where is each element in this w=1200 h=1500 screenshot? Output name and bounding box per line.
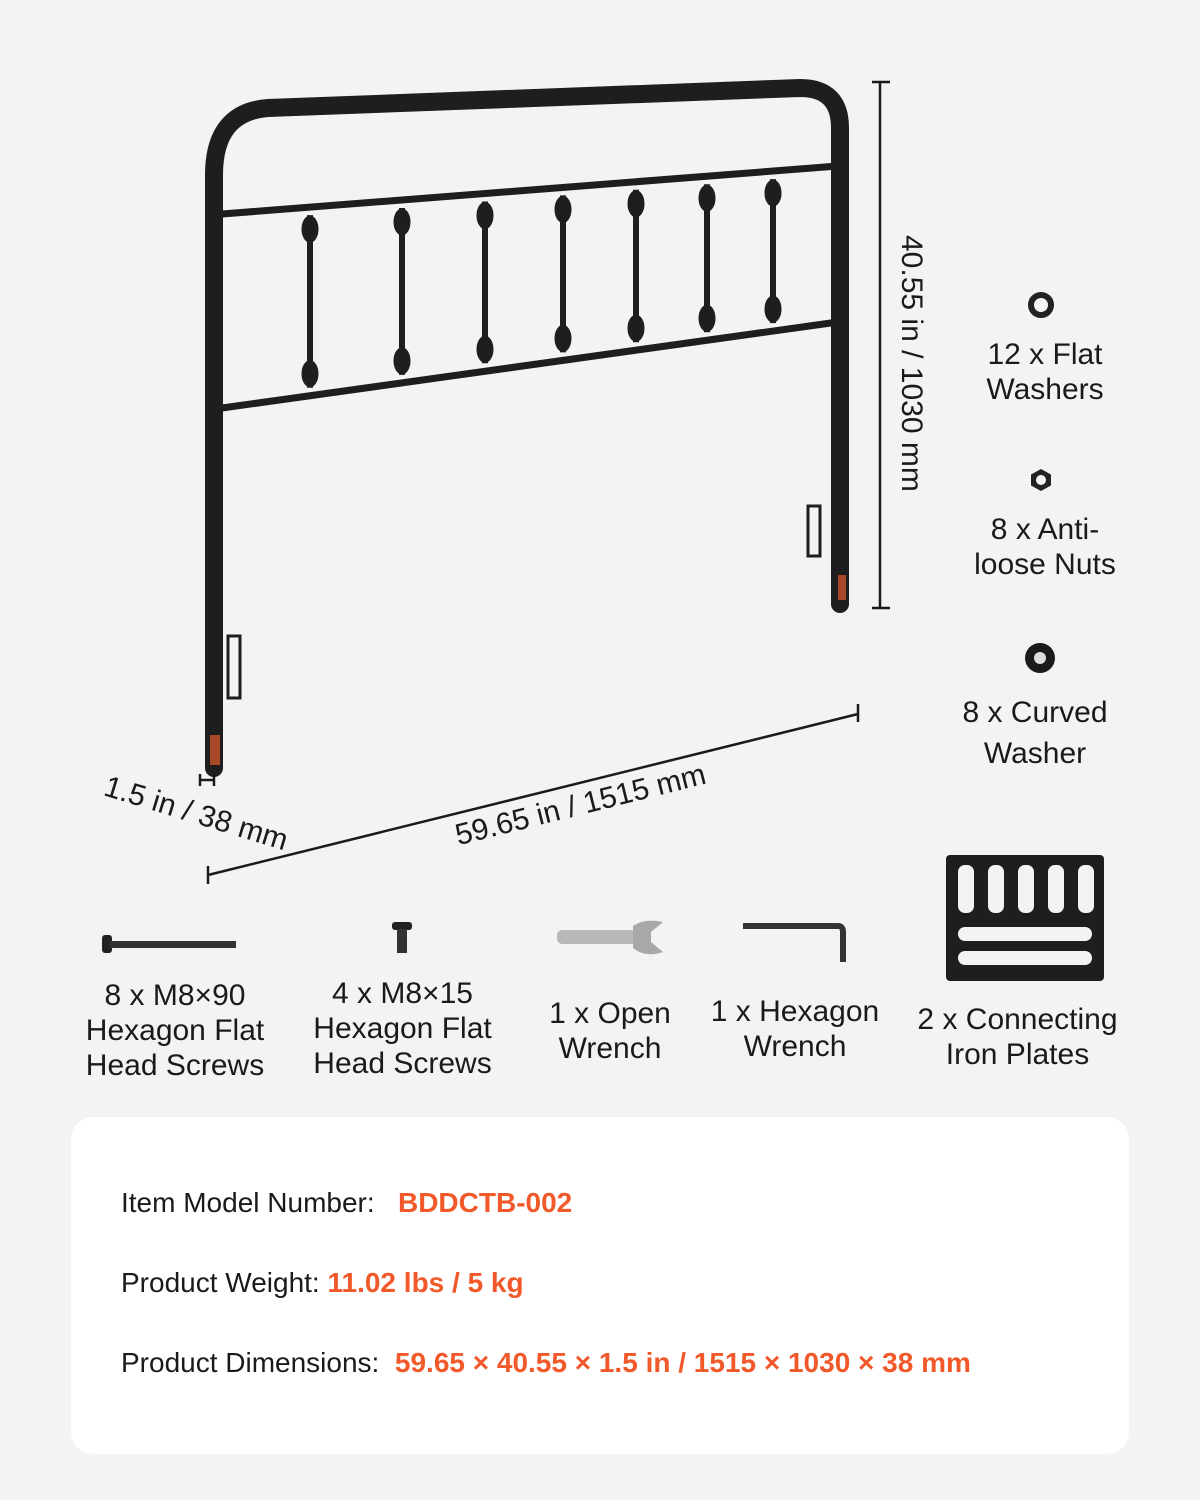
dimensions-row [121,1347,971,1379]
short-screw-icon [390,920,414,956]
spindle-finial [394,348,410,374]
model-number-label: Item Model Number: [121,1187,375,1218]
curved-washer-icon [1022,640,1058,676]
spindle-finial [699,185,715,211]
side-part-label: 8 x Anti- loose Nuts [974,513,1116,581]
side-part-label: 12 x Flat Washers [986,338,1104,406]
hardware-label: 1 x Hexagon Wrench [710,995,880,1063]
dimensions-value: 59.65 × 40.55 × 1.5 in / 1515 × 1030 × 38 mm [394,1347,971,1378]
spec-card [71,1117,1129,1454]
spindle-finial [555,196,571,222]
spindle-finial [765,296,781,322]
flat-washer-icon [1026,290,1056,320]
right-bracket [808,506,820,556]
spindle-finial [765,180,781,206]
model-number-row [121,1187,572,1219]
hex-wrench-icon [740,920,850,965]
hardware-label: 1 x Open Wrench [549,997,671,1065]
hardware-label: 2 x Connecting Iron Plates [917,1003,1118,1071]
spindle-finial [699,305,715,331]
height-dimension-label: 40.55 in / 1030 mm [895,235,928,492]
spindle-finial [302,216,318,242]
spindle-finial [628,315,644,341]
spindle-finial [477,336,493,362]
left-bracket [228,636,240,698]
brand-logo-left [210,735,220,765]
hardware-label: 8 x M8×90 Hexagon Flat Head Screws [85,979,265,1082]
depth-dimension-label: 1.5 in / 38 mm [100,770,292,858]
spindle-finial [628,191,644,217]
spindle-finial [302,361,318,387]
long-screw-icon [100,932,240,956]
width-dimension-line [208,714,858,875]
spindle-finial [555,325,571,351]
spindle-finial [394,209,410,235]
dimensions-label: Product Dimensions: [121,1347,380,1378]
iron-plate-icon [944,853,1106,983]
upper-rail [222,166,838,214]
hardware-label: 4 x M8×15 Hexagon Flat Head Screws [313,977,492,1080]
width-dimension-label: 59.65 in / 1515 mm [452,757,710,853]
spindle-finial [477,203,493,229]
brand-logo-right [838,575,846,600]
model-number-value: BDDCTB-002 [397,1187,573,1218]
open-wrench-icon [555,918,667,958]
nut-icon [1028,467,1054,493]
weight-row [121,1267,524,1299]
side-part-label: 8 x Curved Washer [962,696,1108,770]
weight-label: Product Weight: [121,1267,320,1298]
weight-value: 11.02 lbs / 5 kg [327,1267,524,1298]
